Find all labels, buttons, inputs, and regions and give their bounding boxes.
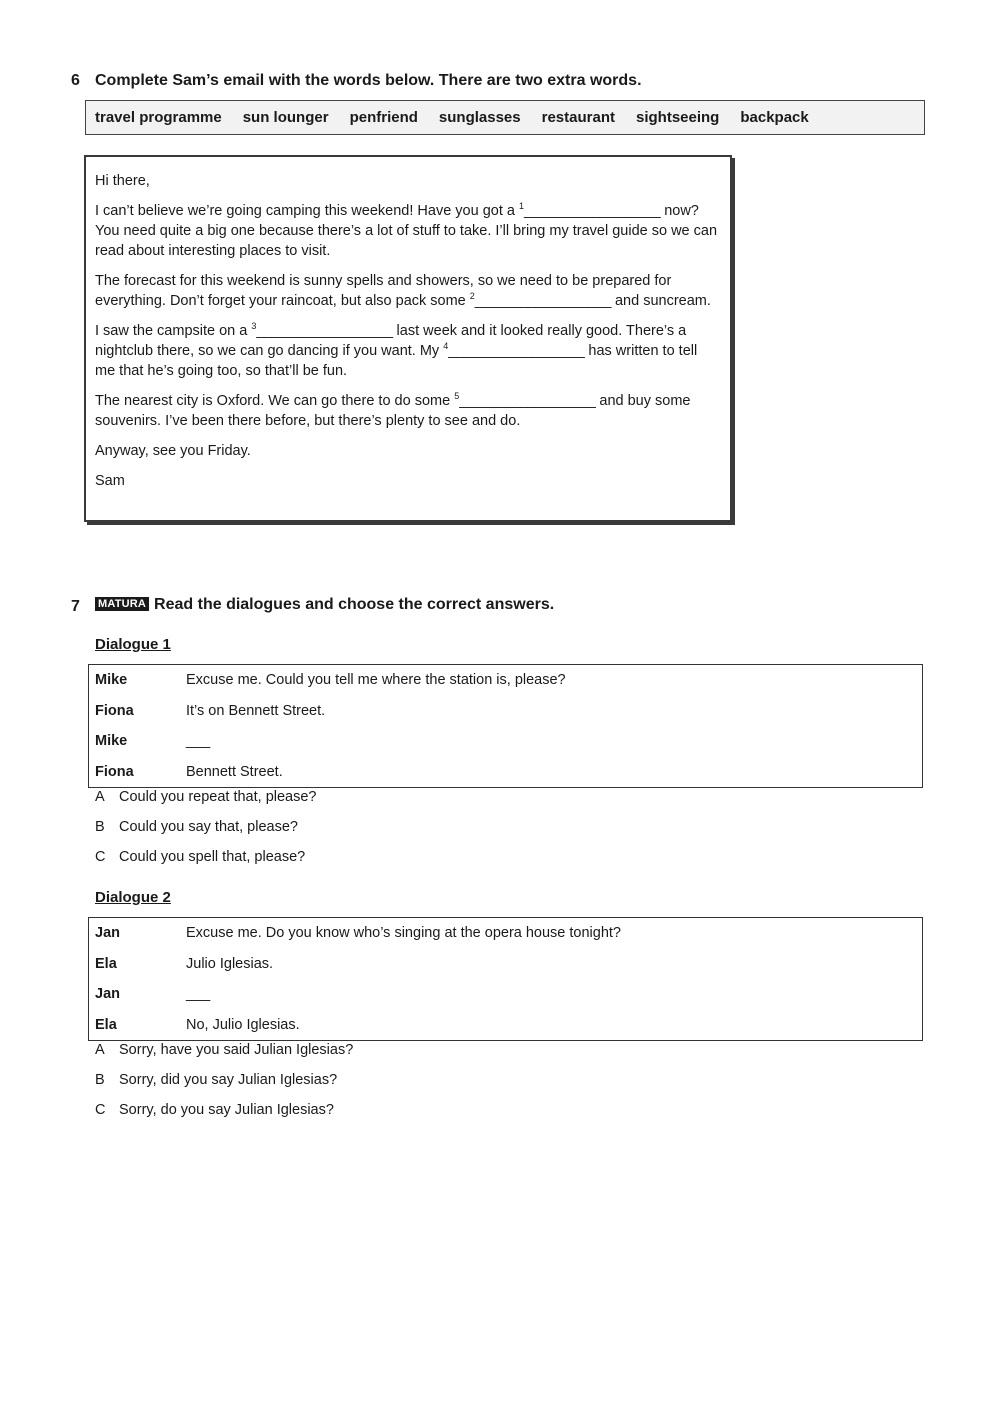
word-bank-item: sunglasses — [438, 109, 521, 126]
dialogue-1-option-c[interactable] — [95, 849, 305, 865]
speaker-name: Fiona — [95, 702, 134, 719]
email-paragraph-4: The nearest city is Oxford. We can go there to do some $^5$__________________ and buy some souvenirs. I’ve been there before, but there’s plenty to see and do. — [95, 391, 691, 429]
dialogue-text: Excuse me. Do you know who’s singing at the opera house tonight? — [186, 925, 621, 942]
option-text: Sorry, did you say Julian Iglesias? — [119, 1072, 338, 1088]
option-text: Could you repeat that, please? — [119, 789, 317, 805]
gap-3-blank[interactable]: __________________ — [256, 323, 393, 339]
dialogue-line — [89, 665, 922, 696]
word-bank-item: penfriend — [349, 109, 418, 126]
option-text: Sorry, do you say Julian Iglesias? — [119, 1102, 334, 1118]
option-letter: A — [95, 789, 105, 805]
word-bank-item: sightseeing — [635, 109, 720, 126]
exercise-7-heading — [95, 596, 554, 614]
gap-number: 2 — [469, 291, 475, 301]
dialogue-text: Bennett Street. — [186, 763, 283, 780]
option-letter: C — [95, 849, 106, 865]
word-bank-item: backpack — [740, 109, 809, 126]
dialogue-text: No, Julio Iglesias. — [186, 1016, 300, 1033]
gap-number: 1 — [518, 201, 524, 211]
dialogue-2-table — [88, 917, 923, 1041]
dialogue-1-table — [88, 664, 923, 788]
dialogue-1-option-a[interactable] — [95, 789, 317, 805]
email-greeting: Hi there, — [95, 173, 150, 189]
option-text: Could you spell that, please? — [119, 849, 306, 865]
option-text: Could you say that, please? — [119, 819, 298, 835]
option-letter: B — [95, 819, 105, 835]
option-letter: B — [95, 1072, 105, 1088]
option-letter: C — [95, 1102, 106, 1118]
email-signoff: Sam — [95, 473, 125, 489]
speaker-name: Fiona — [95, 763, 134, 780]
dialogue-answer-gap[interactable]: ___ — [186, 733, 211, 750]
dialogue-line — [89, 949, 922, 980]
dialogue-2-option-a[interactable] — [95, 1042, 353, 1058]
dialogue-line — [89, 726, 922, 757]
gap-number: 4 — [443, 341, 449, 351]
gap-1-blank[interactable]: __________________ — [524, 203, 661, 219]
dialogue-line — [89, 696, 922, 727]
gap-2-blank[interactable]: __________________ — [474, 293, 611, 309]
email-paragraph-1: I can’t believe we’re going camping this weekend! Have you got a $^1$__________________ now? You need quite a big one because there’s a lot of stuff to take. I’ll bring my travel guide so we can read about interesting places to visit. — [95, 201, 718, 259]
gap-4-blank[interactable]: __________________ — [448, 343, 585, 359]
email-paragraph-3: I saw the campsite on a $^3$__________________ last week and it looked really good. There’s a nightclub there, so we can go dancing if you want. My $^4$__________________ has written to tell me that he’s going too, so that’ll be fun. — [95, 321, 698, 379]
speaker-name: Ela — [95, 955, 117, 972]
email-paragraph-2: The forecast for this weekend is sunny spells and showers, so we need to be prepared for everything. Don’t forget your raincoat, but also pack some $^2$__________________ and suncream. — [95, 273, 711, 309]
dialogue-2-option-b[interactable] — [95, 1072, 337, 1088]
dialogue-text: Julio Iglesias. — [186, 955, 274, 972]
dialogue-line — [89, 1010, 922, 1041]
speaker-name: Jan — [95, 986, 120, 1003]
speaker-name: Mike — [95, 672, 128, 689]
dialogue-line — [89, 757, 922, 788]
speaker-name: Mike — [95, 733, 128, 750]
dialogue-line — [89, 918, 922, 949]
word-bank-item: restaurant — [541, 109, 615, 126]
speaker-name: Jan — [95, 925, 120, 942]
dialogue-2-title: Dialogue 2 — [95, 889, 171, 906]
dialogue-1-option-b[interactable] — [95, 819, 298, 835]
dialogue-text: Excuse me. Could you tell me where the station is, please? — [186, 672, 566, 689]
exercise-7-number: 7 — [71, 598, 80, 615]
speaker-name: Ela — [95, 1016, 117, 1033]
word-bank — [85, 100, 925, 135]
option-letter: A — [95, 1042, 105, 1058]
dialogue-1-title: Dialogue 1 — [95, 636, 171, 653]
email-text-box — [84, 155, 732, 522]
dialogue-2-option-c[interactable] — [95, 1102, 334, 1118]
dialogue-text: It’s on Bennett Street. — [186, 702, 326, 719]
gap-number: 5 — [454, 391, 460, 401]
dialogue-line — [89, 979, 922, 1010]
option-text: Sorry, have you said Julian Iglesias? — [119, 1042, 354, 1058]
word-bank-item: sun lounger — [242, 109, 329, 126]
email-paragraph-5: Anyway, see you Friday. — [95, 443, 251, 459]
exercise-6-instruction: Complete Sam’s email with the words below. There are two extra words. — [95, 72, 642, 89]
word-bank-item: travel programme — [95, 109, 222, 126]
gap-number: 3 — [251, 321, 257, 331]
exercise-7-instruction: Read the dialogues and choose the correct answers. — [154, 596, 555, 613]
matura-badge: MATURA — [95, 597, 149, 611]
exercise-6-number: 6 — [71, 72, 80, 89]
gap-5-blank[interactable]: __________________ — [459, 393, 596, 409]
dialogue-answer-gap[interactable]: ___ — [186, 986, 211, 1003]
